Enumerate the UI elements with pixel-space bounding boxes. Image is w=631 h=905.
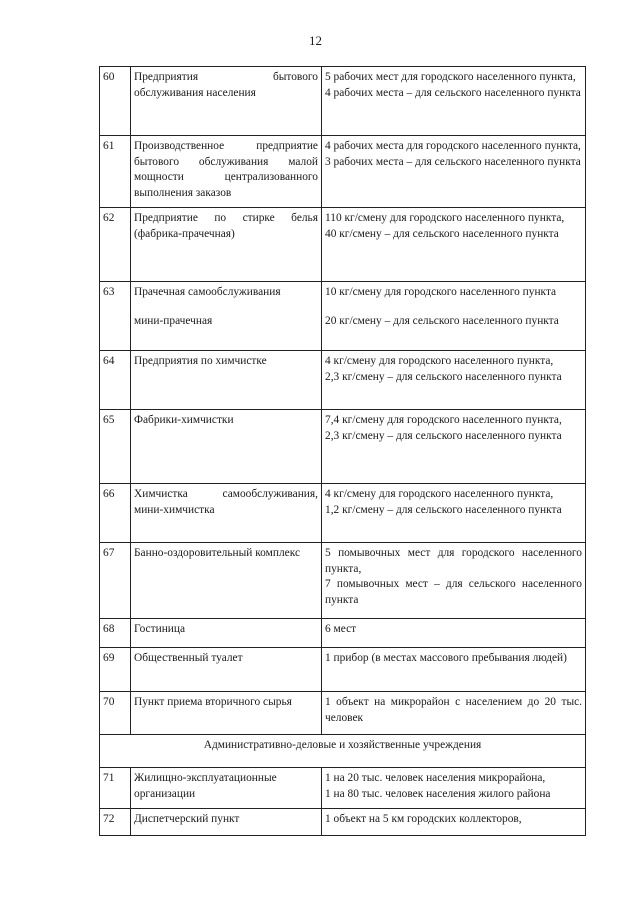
row-number: 64 — [100, 351, 131, 410]
facility-name-line: мини-прачечная — [134, 314, 213, 327]
norm-line: 1 объект на микрорайон с населением до 20 тыс. человек — [325, 696, 582, 724]
row-number: 72 — [100, 809, 131, 836]
table-row — [100, 208, 586, 282]
norm-cell — [322, 136, 586, 208]
norm-cell — [322, 484, 586, 543]
facility-name: Фабрики-химчистки — [131, 410, 322, 484]
norm-line: 4 рабочих места – для сельского населенного пункта — [325, 86, 581, 99]
norm-line: 40 кг/смену – для сельского населенного пункта — [325, 227, 559, 240]
norm-cell — [322, 410, 586, 484]
norm-cell — [322, 619, 586, 648]
row-number: 61 — [100, 136, 131, 208]
norm-line: 4 рабочих места для городского населенного пункта, — [325, 140, 581, 152]
row-number: 69 — [100, 648, 131, 692]
facility-name: Банно-оздоровительный комплекс — [131, 543, 322, 619]
table-row — [100, 484, 586, 543]
table-row — [100, 692, 586, 735]
norm-line: 5 рабочих мест для городского населенного пункта, — [325, 71, 576, 83]
facility-name: Химчистка самообслуживания, мини-химчистка — [131, 484, 322, 543]
norm-line: 4 кг/смену для городского населенного пункта, — [325, 355, 554, 367]
norm-cell — [322, 282, 586, 351]
row-number: 67 — [100, 543, 131, 619]
norm-line: 1 объект на 5 км городских коллекторов, — [325, 813, 522, 825]
table-row — [100, 67, 586, 136]
norm-cell — [322, 768, 586, 809]
row-number: 70 — [100, 692, 131, 735]
norm-line: 7 помывочных мест – для сельского населенного пункта — [325, 578, 582, 606]
facility-name: Общественный туалет — [131, 648, 322, 692]
norm-line: 1 на 20 тыс. человек населения микрорайона, — [325, 772, 546, 784]
facility-name: Пункт приема вторичного сырья — [131, 692, 322, 735]
facility-name — [131, 282, 322, 351]
section-header: Административно-деловые и хозяйственные учреждения — [100, 735, 586, 768]
norm-cell — [322, 809, 586, 836]
section-header-row — [100, 735, 586, 768]
facility-name: Предприятия по химчистке — [131, 351, 322, 410]
norm-cell — [322, 648, 586, 692]
table-row — [100, 351, 586, 410]
row-number: 60 — [100, 67, 131, 136]
table-row — [100, 543, 586, 619]
table-row — [100, 136, 586, 208]
table-row — [100, 648, 586, 692]
row-number: 71 — [100, 768, 131, 809]
facility-name: Предприятия бытового обслуживания населения — [131, 67, 322, 136]
row-number: 65 — [100, 410, 131, 484]
norm-line: 3 рабочих места – для сельского населенного пункта — [325, 155, 581, 168]
norm-line: 7,4 кг/смену для городского населенного пункта, — [325, 414, 562, 426]
norm-line: 1 прибор (в местах массового пребывания людей) — [325, 652, 567, 664]
facility-name: Предприятие по стирке белья (фабрика-прачечная) — [131, 208, 322, 282]
page-number: 12 — [309, 33, 322, 48]
norms-table — [99, 66, 586, 836]
norm-line: 1 на 80 тыс. человек населения жилого района — [325, 787, 551, 800]
row-number: 66 — [100, 484, 131, 543]
facility-name: Гостиница — [131, 619, 322, 648]
norm-line: 1,2 кг/смену – для сельского населенного пункта — [325, 503, 562, 516]
norm-line: 5 помывочных мест для городского населенного пункта, — [325, 547, 582, 575]
row-number: 62 — [100, 208, 131, 282]
norm-cell — [322, 543, 586, 619]
facility-name: Жилищно-эксплуатационные организации — [131, 768, 322, 809]
norm-line: 6 мест — [325, 623, 357, 635]
norm-line: 4 кг/смену для городского населенного пункта, — [325, 488, 554, 500]
norm-line: 10 кг/смену для городского населенного пункта — [325, 286, 557, 298]
table-row — [100, 619, 586, 648]
facility-name: Производственное предприятие бытового обслуживания малой мощности централизованного выполнения заказов — [131, 136, 322, 208]
norm-line: 110 кг/смену для городского населенного пункта, — [325, 212, 565, 224]
norm-line: 2,3 кг/смену – для сельского населенного пункта — [325, 370, 562, 383]
row-number: 63 — [100, 282, 131, 351]
table-row — [100, 410, 586, 484]
row-number: 68 — [100, 619, 131, 648]
facility-name-line: Прачечная самообслуживания — [134, 286, 281, 298]
norm-line: 2,3 кг/смену – для сельского населенного пункта — [325, 429, 562, 442]
norm-cell — [322, 208, 586, 282]
table-row — [100, 282, 586, 351]
facility-name: Диспетчерский пункт — [131, 809, 322, 836]
norm-cell — [322, 692, 586, 735]
norm-cell — [322, 351, 586, 410]
table-row — [100, 768, 586, 809]
norm-line: 20 кг/смену – для сельского населенного пункта — [325, 314, 559, 327]
norm-cell — [322, 67, 586, 136]
table-row — [100, 809, 586, 836]
